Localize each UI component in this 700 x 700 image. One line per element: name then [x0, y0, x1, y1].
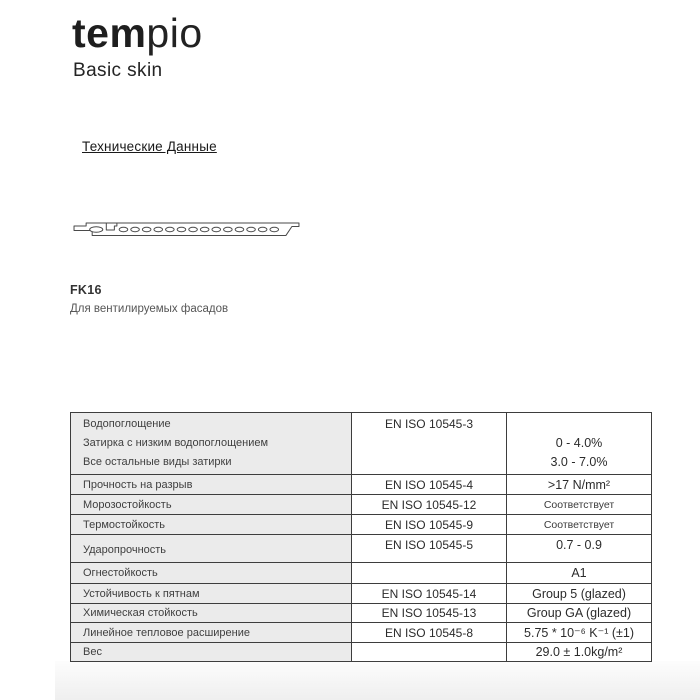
spec-value-line: 0 - 4.0%	[555, 436, 603, 450]
spec-value-cell: Group 5 (glazed)	[507, 584, 652, 604]
profile-hole-large	[90, 227, 103, 233]
spec-label-cell: Линейное тепловое расширение	[71, 623, 352, 643]
spec-label-cell: Вес	[71, 643, 352, 662]
spec-label-cell: Огнестойкость	[71, 563, 352, 584]
spec-standard-cell: EN ISO 10545-14	[352, 584, 507, 604]
panel-profile-drawing	[71, 217, 303, 242]
spec-standard-cell: EN ISO 10545-13	[352, 604, 507, 623]
spec-row-frost-resistance	[71, 495, 652, 515]
spec-standard-cell: EN ISO 10545-5	[352, 535, 507, 563]
spec-value-cell	[507, 413, 652, 475]
brand-logo-light: pio	[146, 10, 203, 56]
model-code: FK16	[70, 283, 102, 297]
spec-label-cell	[71, 413, 352, 475]
spec-value-cell: 5.75 * 10⁻⁶ K⁻¹ (±1)	[507, 623, 652, 643]
spec-value-cell: Соответствует	[507, 495, 652, 515]
spec-row-tensile-strength	[71, 475, 652, 495]
spec-value-cell: A1	[507, 563, 652, 584]
spec-label-cell: Прочность на разрыв	[71, 475, 352, 495]
spec-standard-cell: EN ISO 10545-8	[352, 623, 507, 643]
product-name: Basic skin	[73, 60, 163, 81]
spec-row-stain-resistance	[71, 584, 652, 604]
brand-logo	[72, 12, 203, 55]
spec-standard-cell	[352, 563, 507, 584]
spec-row-thermal-resistance	[71, 515, 652, 535]
spec-standard-cell	[352, 643, 507, 662]
spec-row-fire-resistance	[71, 563, 652, 584]
spec-standard-cell: EN ISO 10545-12	[352, 495, 507, 515]
spec-value-cell: 29.0 ± 1.0kg/m²	[507, 643, 652, 662]
spec-label-line: Водопоглощение	[83, 418, 171, 430]
technical-data-link[interactable]: Технические Данные	[82, 139, 217, 154]
spec-standard-cell: EN ISO 10545-3	[352, 413, 507, 475]
spec-table	[70, 412, 652, 662]
spec-value-cell: >17 N/mm²	[507, 475, 652, 495]
spec-value-line: 3.0 - 7.0%	[550, 455, 608, 469]
brand-logo-bold: tem	[72, 10, 147, 56]
spec-label-line: Затирка с низким водопоглощением	[83, 437, 269, 449]
page-bottom-shadow	[55, 661, 700, 700]
model-description: Для вентилируемых фасадов	[70, 303, 229, 315]
spec-row-impact-resistance	[71, 535, 652, 563]
spec-row-weight	[71, 643, 652, 662]
spec-label-cell: Устойчивость к пятнам	[71, 584, 352, 604]
spec-value-cell: 0.7 - 0.9	[507, 535, 652, 563]
spec-row-thermal-expansion	[71, 623, 652, 643]
spec-row-chemical-resistance	[71, 604, 652, 623]
spec-standard-cell: EN ISO 10545-9	[352, 515, 507, 535]
spec-value-cell: Group GA (glazed)	[507, 604, 652, 623]
spec-label-cell: Химическая стойкость	[71, 604, 352, 623]
spec-label-cell: Ударопрочность	[71, 535, 352, 563]
spec-label-cell: Термостойкость	[71, 515, 352, 535]
spec-row-water-absorption	[71, 413, 652, 475]
spec-value-cell: Соответствует	[507, 515, 652, 535]
spec-label-line: Все остальные виды затирки	[83, 456, 232, 468]
spec-standard-cell: EN ISO 10545-4	[352, 475, 507, 495]
spec-label-cell: Морозостойкость	[71, 495, 352, 515]
